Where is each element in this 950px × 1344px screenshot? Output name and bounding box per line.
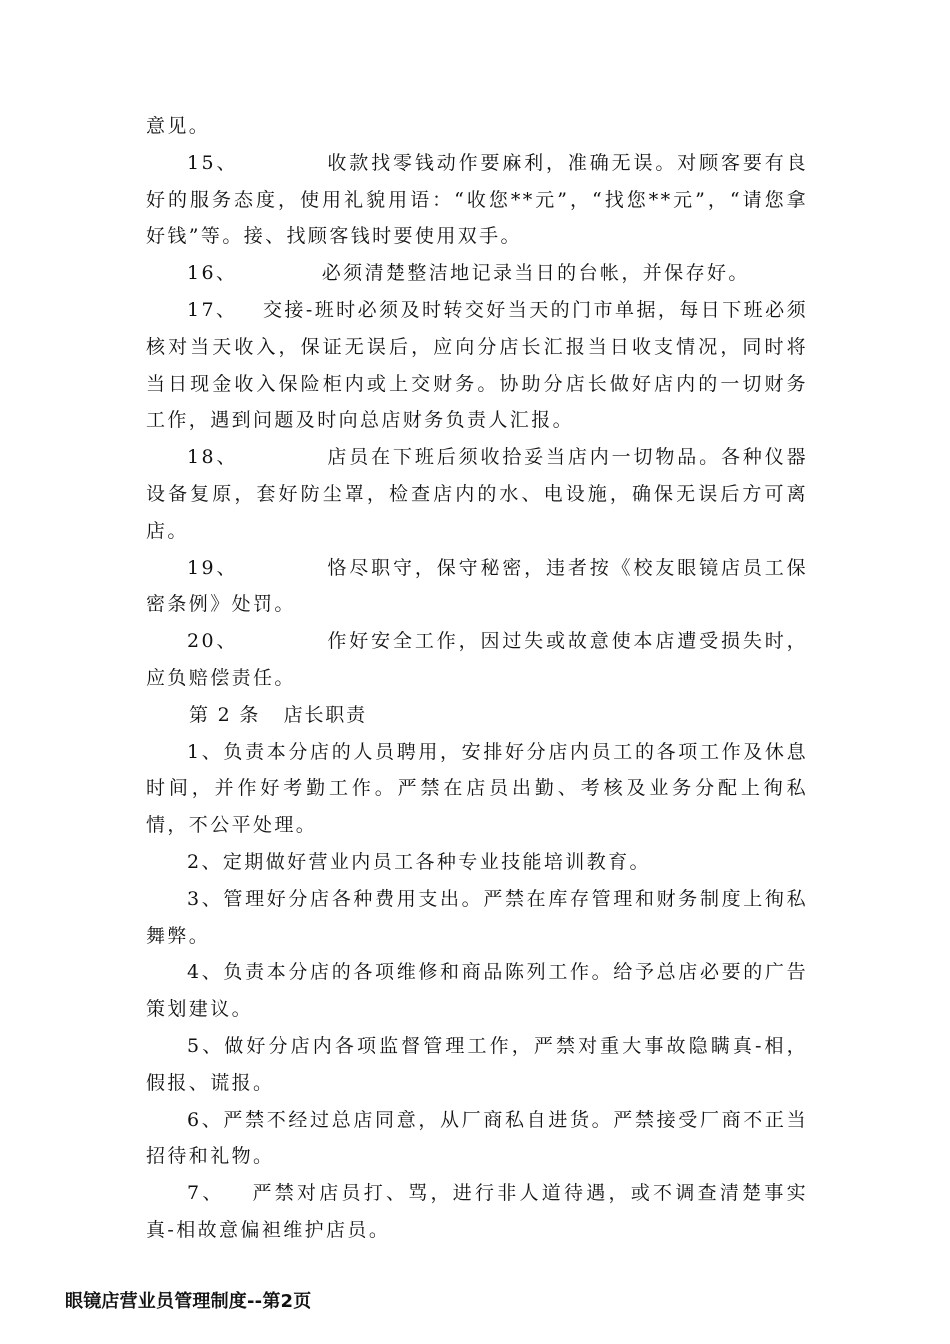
paragraph-item-17: 17、 交接-班时必须及时转交好当天的门市单据，每日下班必须核对当天收入，保证无误后，应向分店长汇报当日收支情况，同时将当日现金收入保险柜内或上交财务。协助分店长做好店内的一切财务工作，遇到问题及时向总店财务负责人汇报。: [146, 298, 808, 432]
paragraph-item-19: 19、 恪尽职守，保守秘密，违者按《校友眼镜店员工保密条例》处罚。: [146, 556, 808, 616]
section-heading: 第 2 条 店长职责: [189, 703, 367, 726]
manager-duty-1: 1、负责本分店的人员聘用，安排好分店内员工的各项工作及休息时间，并作好考勤工作。严禁在店员出勤、考核及业务分配上徇私情，不公平处理。: [146, 740, 808, 837]
manager-duty-7: 7、 严禁对店员打、骂，进行非人道待遇，或不调查清楚事实真-相故意偏袒维护店员。: [146, 1182, 808, 1241]
paragraph-item-15: 15、 收款找零钱动作要麻利，准确无误。对顾客要有良好的服务态度，使用礼貌用语：“收您**元”，“找您**元”，“请您拿好钱”等。接、找顾客钱时要使用双手。: [146, 151, 808, 248]
page-footer: 眼镜店营业员管理制度--第2页: [65, 1291, 312, 1312]
manager-duty-6: 6、严禁不经过总店同意，从厂商私自进货。严禁接受厂商不正当招待和礼物。: [146, 1108, 808, 1168]
paragraph-continuation: 意见。: [146, 115, 211, 137]
manager-duty-5: 5、做好分店内各项监督管理工作，严禁对重大事故隐瞒真-相，假报、谎报。: [146, 1034, 808, 1094]
paragraph-item-16: 16、 必须清楚整洁地记录当日的台帐，并保存好。: [187, 262, 750, 285]
paragraph-item-20: 20、 作好安全工作，因过失或故意使本店遭受损失时，应负赔偿责任。: [146, 630, 808, 689]
paragraph-item-18: 18、 店员在下班后须收拾妥当店内一切物品。各种仪器设备复原，套好防尘罩，检查店内的水、电设施，确保无误后方可离店。: [146, 446, 808, 542]
manager-duty-4: 4、负责本分店的各项维修和商品陈列工作。给予总店必要的广告策划建议。: [146, 961, 808, 1021]
manager-duty-3: 3、管理好分店各种费用支出。严禁在库存管理和财务制度上徇私舞弊。: [146, 887, 808, 947]
manager-duty-2: 2、定期做好营业内员工各种专业技能培训教育。: [187, 850, 651, 873]
document-body: [146, 108, 808, 1249]
